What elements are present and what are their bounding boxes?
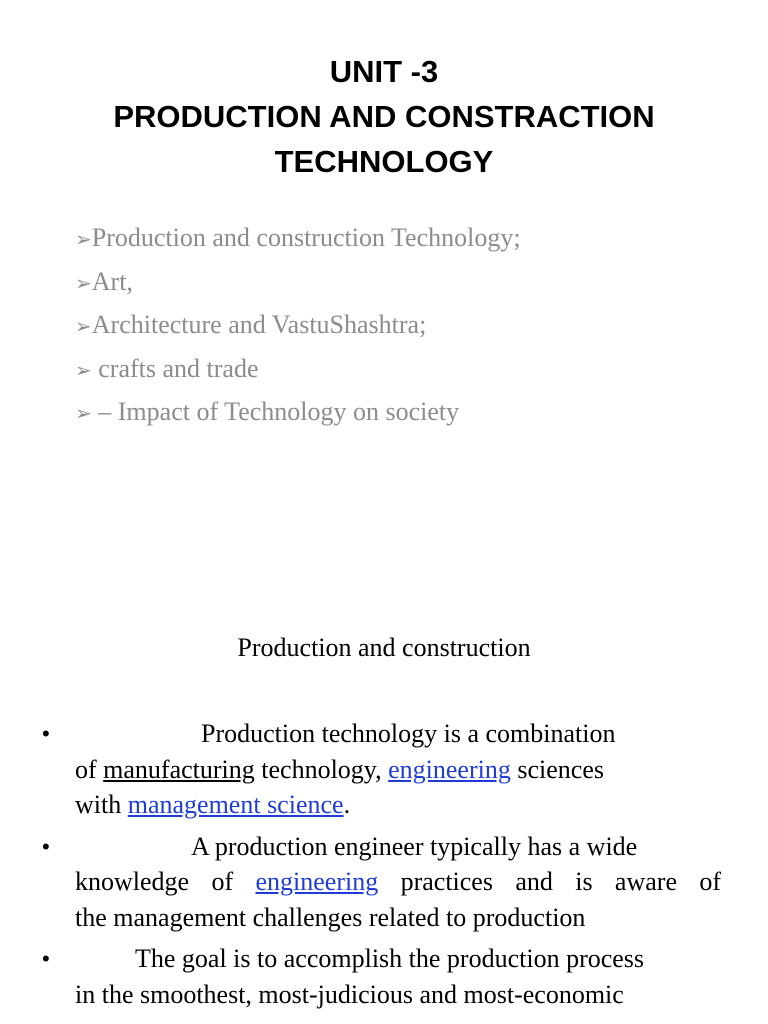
text-fragment: technology, [254,754,389,784]
arrow-bullet-icon: ➢ [75,357,92,382]
topic-text: Architecture and VastuShashtra; [91,310,427,339]
title-line-1: UNIT -3 [329,54,439,89]
bullet-3-line-2: in the smoothest, most-judicious and most-economic [75,979,624,1009]
slide-title [0,49,768,184]
topic-text: – Impact of Technology on society [91,397,460,426]
slide-production-and-construction [0,575,768,1024]
topic-text: Production and construction Technology; [91,223,521,252]
text-fragment: with [75,790,128,819]
bullet-dot-icon: • [42,833,50,859]
bullet-2-line-2 [75,864,721,900]
text-fragment: . [343,790,351,819]
bullet-item [0,829,721,936]
bullet-dot-icon: • [42,946,50,971]
topic-item [75,217,521,261]
text-fragment: sciences [510,754,604,784]
topic-item [75,391,521,435]
arrow-bullet-icon: ➢ [75,227,92,251]
topic-list [75,217,521,435]
bullet-1-line-3 [75,787,721,823]
arrow-bullet-icon: ➢ [75,314,92,338]
topic-item [75,304,521,348]
bullet-2-line-3: the management challenges related to production [75,902,586,932]
bullet-3-line-1: The goal is to accomplish the production process [135,944,645,973]
topic-text: Art, [91,266,133,296]
topic-item [75,348,521,392]
arrow-bullet-icon: ➢ [75,401,92,425]
bullet-item [0,716,721,823]
title-line-3: TECHNOLOGY [274,144,494,179]
text-fragment: practices and is aware of [400,867,722,896]
topic-text: crafts and trade [91,353,259,383]
bullet-2-line-1: A production engineer typically has a wide [191,831,638,861]
management-science-link[interactable]: management science [127,790,344,819]
bullet-dot-icon: • [42,721,50,746]
engineering-link[interactable]: engineering [255,867,379,896]
text-fragment: knowledge of [75,867,256,896]
arrow-bullet-icon: ➢ [75,270,92,295]
bullet-1-line-1: Production technology is a combination [201,719,616,748]
slide-subtitle: Production and construction [237,633,531,662]
bullet-1-line-2 [75,752,721,788]
topic-item [75,261,521,305]
manufacturing-link[interactable]: manufacturing [103,754,255,784]
bullet-list [0,716,768,1018]
title-line-2: PRODUCTION AND CONSTRACTION [113,99,655,134]
bullet-item [0,941,721,1012]
text-fragment: of [75,754,104,784]
engineering-link[interactable]: engineering [388,754,511,784]
